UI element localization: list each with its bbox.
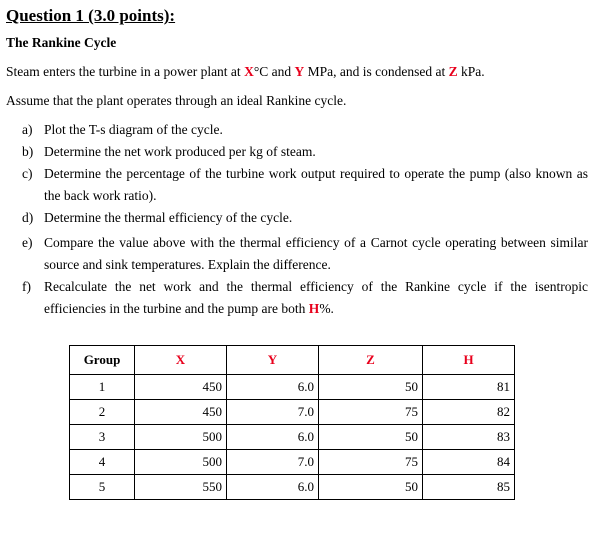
cell-y: 7.0 xyxy=(227,400,319,425)
cell-h: 84 xyxy=(423,450,515,475)
cell-group: 1 xyxy=(70,375,135,400)
intro-paragraph: Steam enters the turbine in a power plant at X°C and Y MPa, and is condensed at Z kPa. xyxy=(6,64,485,79)
cell-y: 6.0 xyxy=(227,475,319,500)
cell-group: 3 xyxy=(70,425,135,450)
cell-h: 85 xyxy=(423,475,515,500)
section-subtitle: The Rankine Cycle xyxy=(6,35,117,50)
list-item-b: b) Determine the net work produced per kg of steam. xyxy=(22,144,316,159)
table-row xyxy=(70,400,515,425)
var-z: Z xyxy=(448,64,458,79)
header-h: H xyxy=(423,346,515,375)
cell-group: 2 xyxy=(70,400,135,425)
cell-h: 83 xyxy=(423,425,515,450)
parameter-table xyxy=(69,345,515,500)
list-item-a: a) Plot the T-s diagram of the cycle. xyxy=(22,122,223,137)
cell-x: 450 xyxy=(135,375,227,400)
cell-z: 75 xyxy=(319,450,423,475)
cell-z: 50 xyxy=(319,475,423,500)
header-z: Z xyxy=(319,346,423,375)
header-group: Group xyxy=(70,346,135,375)
cell-x: 500 xyxy=(135,450,227,475)
header-y: Y xyxy=(227,346,319,375)
cell-z: 50 xyxy=(319,425,423,450)
cell-h: 81 xyxy=(423,375,515,400)
cell-group: 4 xyxy=(70,450,135,475)
cell-x: 500 xyxy=(135,425,227,450)
var-x: X xyxy=(244,64,254,79)
cell-z: 75 xyxy=(319,400,423,425)
cell-h: 82 xyxy=(423,400,515,425)
header-x: X xyxy=(135,346,227,375)
cell-y: 6.0 xyxy=(227,425,319,450)
table-row xyxy=(70,450,515,475)
table-row xyxy=(70,475,515,500)
list-item-e: e) Compare the value above with the thermal efficiency of a Carnot cycle operating between similar source and sink temperatures. Explain the difference. xyxy=(22,235,588,272)
list-item-d: d) Determine the thermal efficiency of the cycle. xyxy=(22,210,293,225)
list-item-c: c) Determine the percentage of the turbine work output required to operate the pump (also known as the back work ratio). xyxy=(22,166,588,203)
assumption-paragraph: Assume that the plant operates through an ideal Rankine cycle. xyxy=(6,93,347,108)
list-item-f: f) Recalculate the net work and the thermal efficiency of the Rankine cycle if the isentropic efficiencies in the turbine and the pump are both H%. xyxy=(22,279,588,316)
cell-x: 450 xyxy=(135,400,227,425)
var-y: Y xyxy=(294,64,305,79)
table-header-row xyxy=(70,346,515,375)
question-title: Question 1 (3.0 points): xyxy=(6,6,176,25)
table-row xyxy=(70,425,515,450)
cell-z: 50 xyxy=(319,375,423,400)
cell-y: 6.0 xyxy=(227,375,319,400)
cell-group: 5 xyxy=(70,475,135,500)
var-h: H xyxy=(308,301,320,316)
cell-x: 550 xyxy=(135,475,227,500)
table-row xyxy=(70,375,515,400)
cell-y: 7.0 xyxy=(227,450,319,475)
